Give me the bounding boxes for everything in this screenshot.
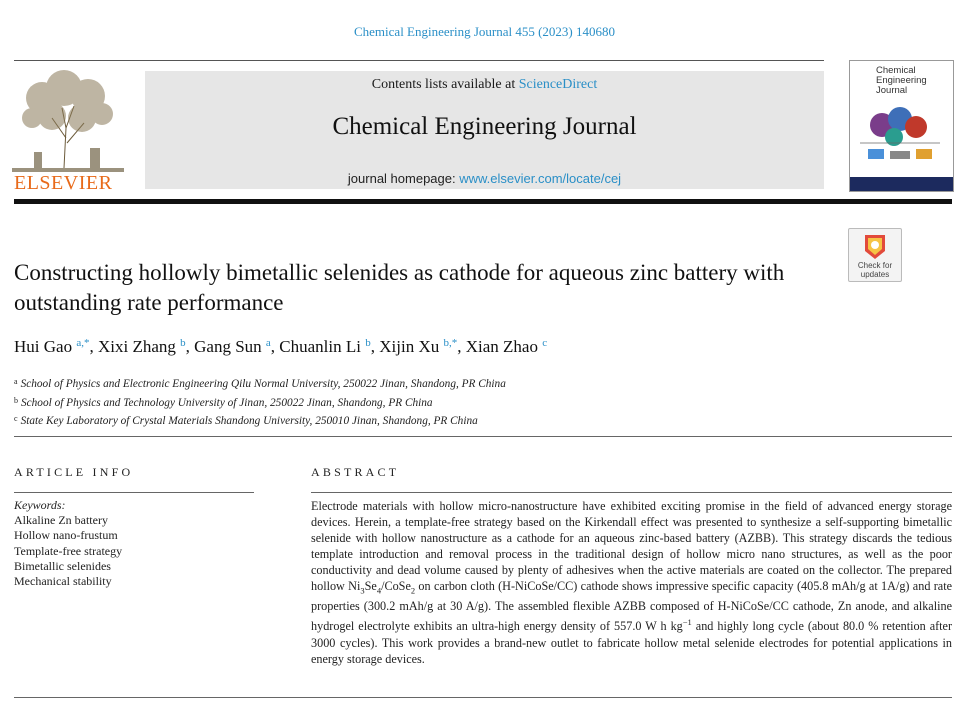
author-affiliation-mark[interactable]: a: [265, 337, 271, 349]
author-name[interactable]: Hui Gao: [14, 337, 73, 356]
cover-title-line: Chemical: [876, 65, 916, 76]
cover-title: [876, 66, 927, 96]
header-divider: [14, 199, 952, 204]
abstract-text: [311, 498, 952, 667]
affiliation-mark: c: [14, 414, 18, 423]
check-updates-line: Check for: [857, 261, 893, 270]
sciencedirect-link[interactable]: ScienceDirect: [518, 77, 598, 92]
affiliation-text: School of Physics and Technology University of Jinan, 250022 Jinan, Shandong, PR China: [21, 396, 433, 409]
cover-title-line: Journal: [876, 85, 908, 96]
author-affiliation-mark[interactable]: b: [365, 337, 371, 349]
keyword: Template-free strategy: [14, 543, 123, 558]
abstract-superscript: −1: [682, 617, 692, 628]
keywords-list: [14, 498, 122, 589]
author-affiliation-mark[interactable]: c: [542, 337, 548, 349]
affiliation: [14, 374, 506, 393]
keyword: Hollow nano-frustum: [14, 528, 118, 543]
author-list: Hui Gao $^{a,*}$, Xixi Zhang $^b$, Gang Sun $^a$, Chuanlin Li $^b$, Xijin Xu $^{b,*}$, Xian Zhao $^c$: [14, 337, 548, 356]
keyword: Alkaline Zn battery: [14, 513, 108, 528]
affiliation-text: School of Physics and Electronic Engineering Qilu Normal University, 250022 Jinan, Shandong, PR China: [20, 378, 506, 390]
abstract-heading: ABSTRACT: [311, 465, 400, 479]
author-name[interactable]: Xian Zhao: [465, 337, 538, 356]
affiliation-mark: b: [14, 395, 18, 405]
abstract-subscript: 4: [376, 585, 382, 596]
keyword: Mechanical stability: [14, 574, 112, 589]
cover-illustration: [850, 99, 953, 179]
keyword: Bimetallic selenides: [14, 558, 111, 573]
cover-footer-bar: [850, 177, 953, 191]
bottom-divider: [14, 697, 952, 698]
abstract-segment: on carbon cloth (H-NiCoSe/CC) cathode shows impressive specific capacity (405.8 mAh/g at 1A/g) and rate properties (300.2 mAh/g at 30 A/g). The assembled flexible AZBB composed of H-NiCoSe/CC cathode, Zn anode, and alkaline hydrogel electrolyte exhibits an ultra-high energy density of 557.0 W h kg: [311, 579, 952, 634]
abstract-segment: /CoSe: [381, 579, 411, 593]
journal-banner: [145, 71, 824, 189]
abstract-segment: and highly long cycle (about 80.0 % retention after 3000 cycles). This work provides a brand-new outlet to fabricate hollow metal selenide electrodes for potential applications in energy storage devices.: [311, 619, 953, 666]
author-name[interactable]: Xixi Zhang: [97, 337, 176, 356]
author-name[interactable]: Xijin Xu: [379, 337, 440, 356]
author-name[interactable]: Chuanlin Li: [279, 337, 361, 356]
author-affiliation-mark[interactable]: a,*: [76, 337, 90, 349]
section-divider: [14, 436, 952, 437]
journal-cover-thumbnail[interactable]: [849, 60, 954, 192]
abstract-subscript: 3: [360, 585, 365, 596]
article-info-heading: ARTICLE INFO: [14, 465, 134, 479]
homepage-prefix: journal homepage:: [347, 171, 460, 186]
author-affiliation-mark[interactable]: b: [180, 337, 186, 349]
abstract-segment: Se: [364, 579, 377, 593]
article-title: Constructing hollowly bimetallic selenides as cathode for aqueous zinc battery with outstanding rate performance: [14, 260, 785, 315]
check-updates-line: updates: [860, 270, 890, 279]
abstract-rule: [311, 492, 952, 493]
journal-name: Chemical Engineering Journal: [332, 113, 637, 140]
banner-top-rule: [14, 60, 824, 61]
homepage-line: [145, 171, 824, 186]
check-updates-text: [849, 261, 901, 279]
journal-citation[interactable]: Chemical Engineering Journal 455 (2023) 140680: [353, 24, 616, 39]
affiliation-list: [14, 374, 506, 430]
elsevier-wordmark: ELSEVIER: [14, 172, 113, 194]
keywords-label: Keywords:: [14, 498, 66, 512]
cover-title-line: Engineering: [876, 75, 927, 86]
check-for-updates-button[interactable]: [848, 228, 902, 282]
homepage-link[interactable]: www.elsevier.com/locate/cej: [459, 171, 622, 186]
contents-line: [145, 77, 824, 93]
abstract-subscript: 2: [410, 585, 416, 596]
article-info-rule: [14, 492, 254, 493]
abstract-segment: Electrode materials with hollow micro-nanostructure have exhibited exciting promise in the field of advanced energy storage devices. Herein, a template-free strategy based on the Kirkendall effect was presented to synthesize a self-supporting bimetallic selenide with hollow nanostructure as a cathode for an aqueous zinc-based battery (AZBB). This strategy discards the tedious template introduction and removal process in the traditional design of hollow micro nano structures, as well as the poor conductivity and dead volume caused by plenty of adhesives when the active materials are coated on the collector. The prepared hollow Ni: [311, 499, 952, 593]
affiliation-mark: a: [14, 377, 18, 386]
contents-prefix: Contents lists available at: [371, 77, 519, 92]
crossmark-icon: [863, 233, 887, 261]
affiliation: [14, 393, 506, 412]
affiliation: [14, 411, 506, 430]
author-affiliation-mark[interactable]: b,*: [443, 337, 458, 349]
affiliation-text: State Key Laboratory of Crystal Materials Shandong University, 250010 Jinan, Shandong, PR China: [20, 415, 478, 427]
author-name[interactable]: Gang Sun: [194, 337, 262, 356]
